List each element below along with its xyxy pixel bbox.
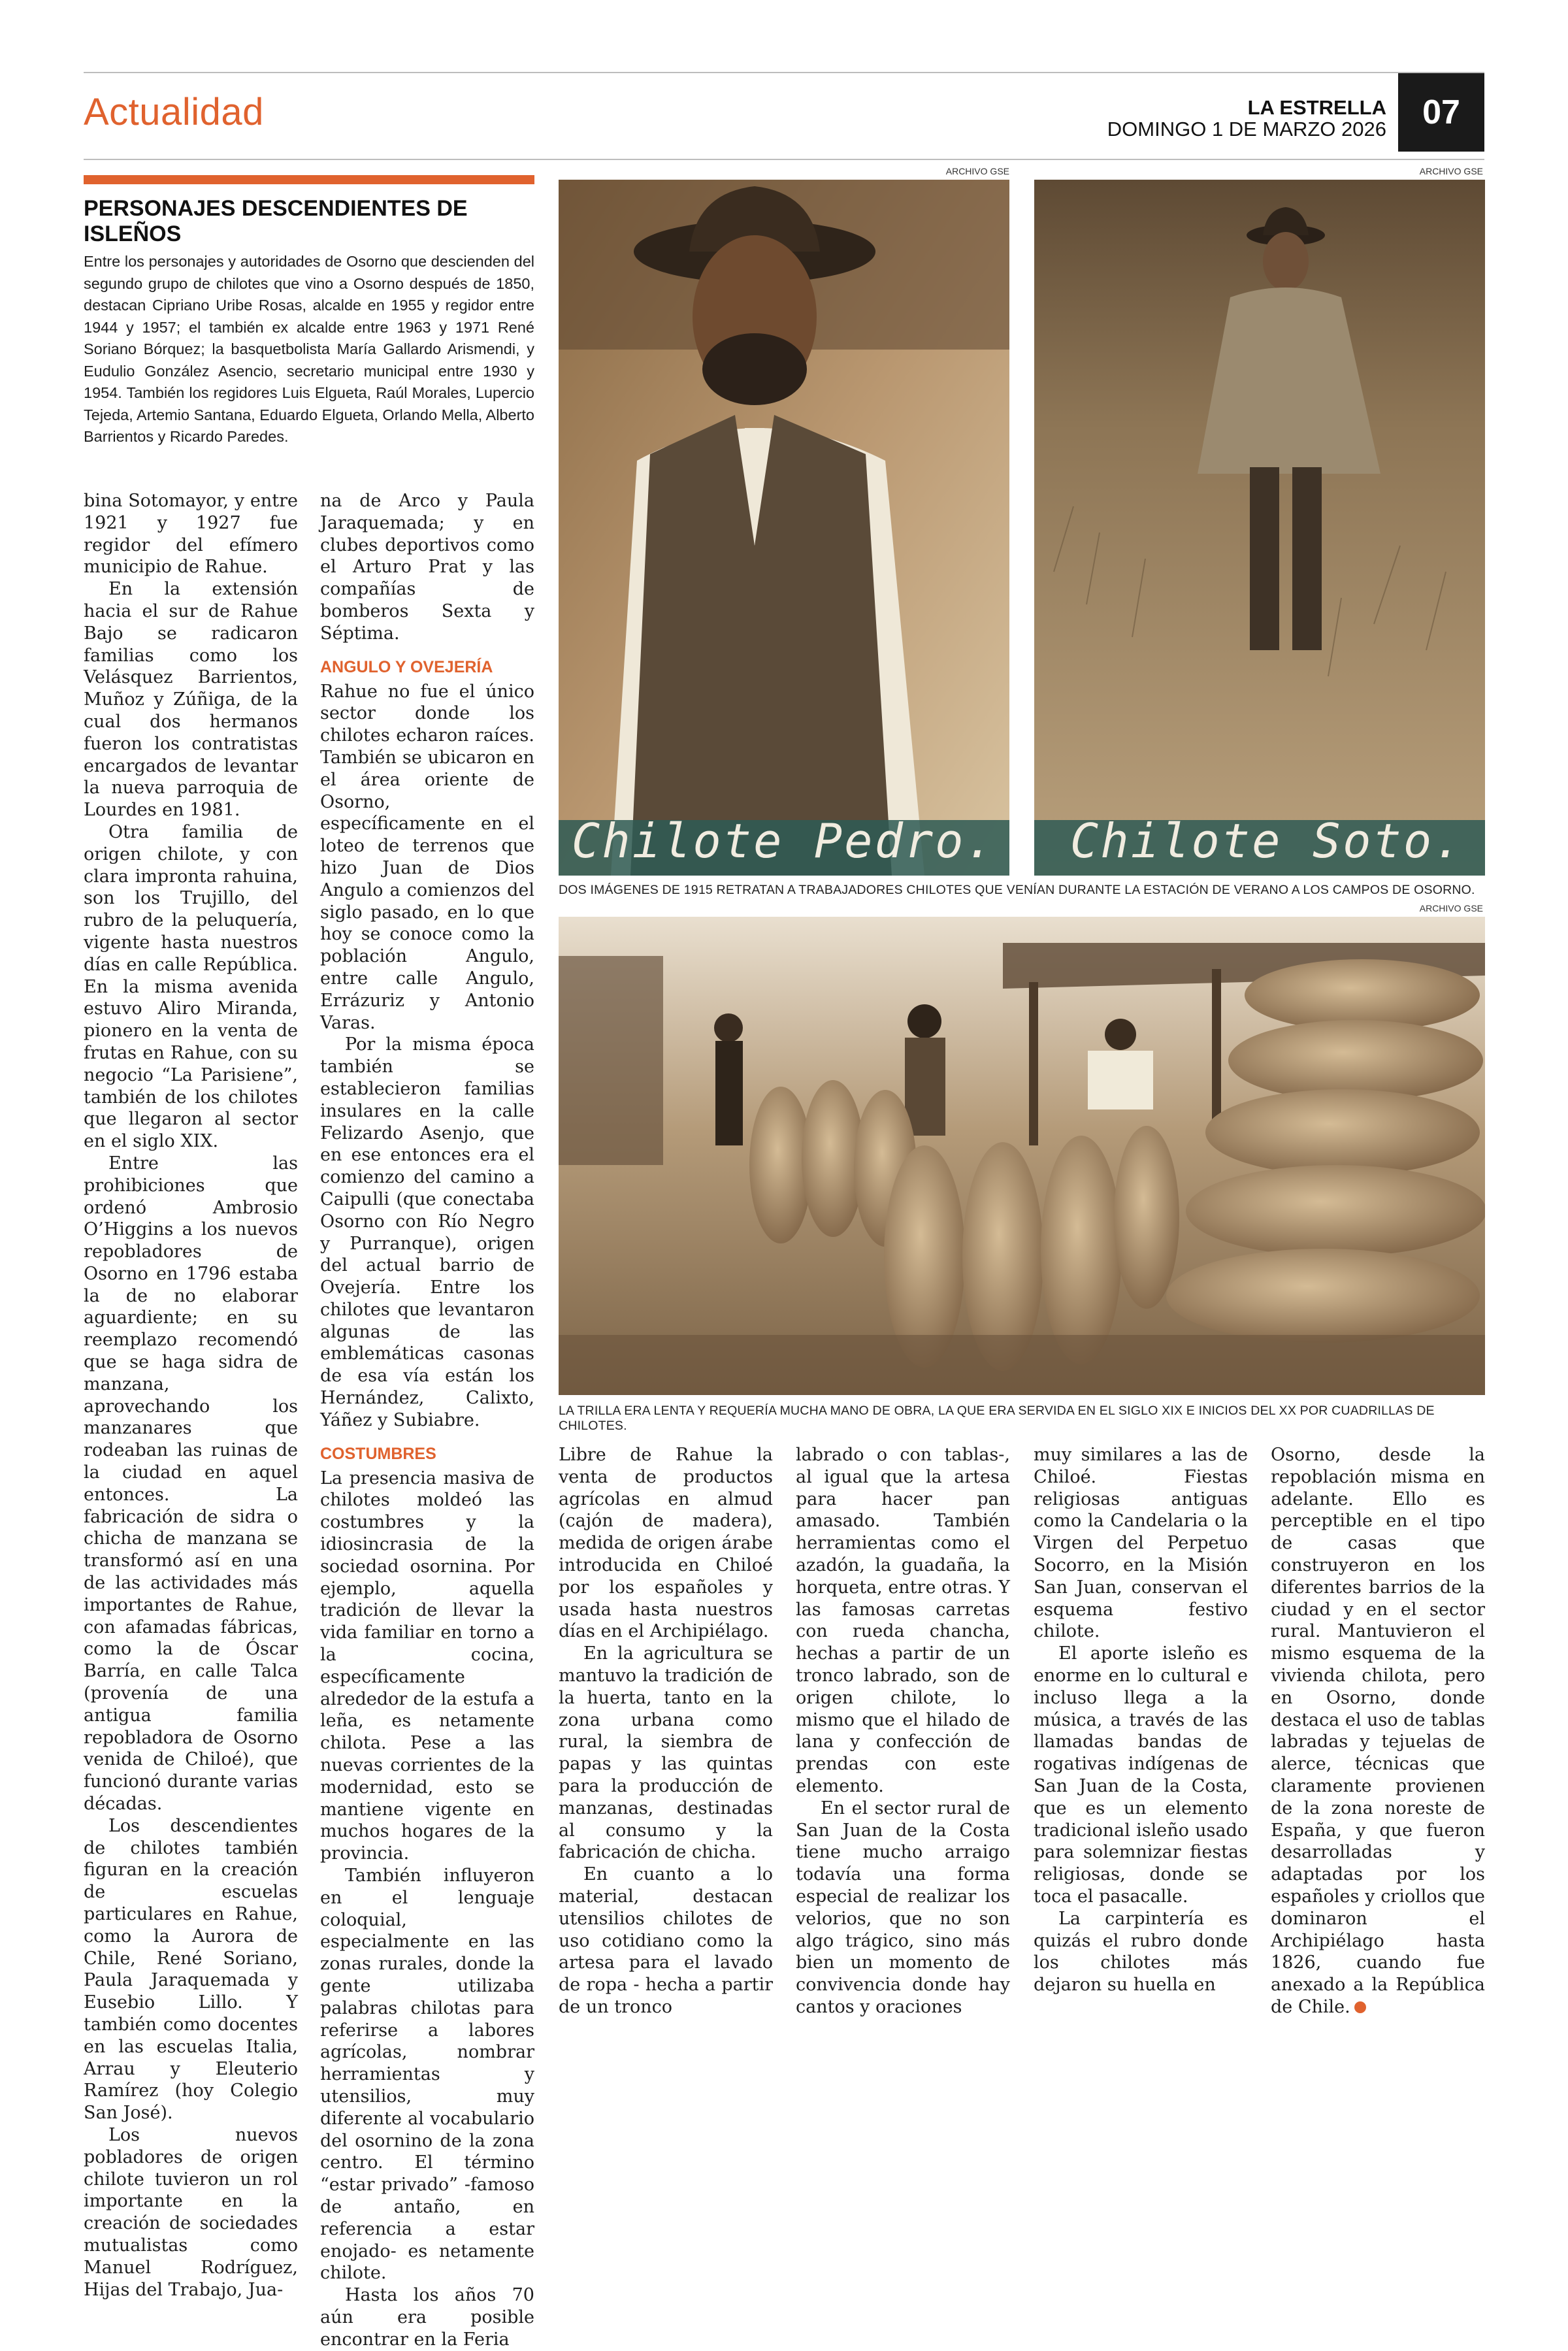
- paragraph: [1271, 1444, 1485, 2018]
- article-column-6: [1271, 1444, 1485, 2018]
- paragraph: Los descendientes de chilotes también figuran en la creación de escuelas particulares en Rahue, como la Aurora de Chile, René Soriano, Paula Jaraquemada y Eusebio Lillo. Y también como docentes en las escuelas Italia, Arrau y Eleuterio Ramírez (hoy Colegio San José).: [84, 1815, 298, 2124]
- caption-top-photos: DOS IMÁGENES DE 1915 RETRATAN A TRABAJADORES CHILOTES QUE VENÍAN DURANTE LA ESTACIÓN DE VERANO A LOS CAMPOS DE OSORNO.: [559, 883, 1475, 897]
- page-number: 07: [1398, 73, 1484, 152]
- subheading-costumbres: COSTUMBRES: [320, 1444, 436, 1463]
- article-column-1: [84, 490, 298, 2301]
- article-column-2: [320, 490, 534, 2351]
- photo1-label: Chilote Pedro.: [572, 814, 996, 868]
- paragraph-text: Osorno, desde la repoblación misma en adelante. Ello es perceptible en el tipo de casas que construyeron en los diferentes barrios de la ciudad y en el sector rural. Mantuvieron el mismo esquema de la vivienda chilota, pero en Osorno, donde destaca el uso de tablas labradas y tejuelas de alerce, técnicas que claramente provienen de la zona noreste de España, y que fueron desarrolladas y adaptadas por los españoles y criollos que dominaron el Archipiélago hasta 1826, cuando fue anexado a la República de Chile.: [1271, 1445, 1485, 2017]
- photo2-label: Chilote Soto.: [1070, 814, 1464, 868]
- paragraph: Por la misma época también se establecieron familias insulares en la calle Felizardo Asenjo, que en ese entonces era el comienzo del camino a Caipulli (que conectaba Osorno con Río Negro y Purranque), origen del actual barrio de Ovejería. Entre los chilotes que levantaron algunas de las emblemáticas casonas de esa vía están los Hernández, Calixto, Yáñez y Subiabre.: [320, 1034, 534, 1430]
- paragraph: Rahue no fue el único sector donde los chilotes echaron raíces. También se ubicaron en el área oriente de Osorno, específicamente en el loteo de terrenos que hizo Juan de Dios Angulo a comienzos del siglo pasado, en lo que hoy se conoce como la población Angulo, entre calle Angulo, Errázuriz y Antonio Varas.: [320, 681, 534, 1033]
- article-column-5: [1034, 1444, 1248, 1996]
- paragraph: Libre de Rahue la venta de productos agrícolas en almud (cajón de madera), medida de origen árabe introducida en Chiloé por los españoles y usada hasta nuestros días en el Archipiélago.: [559, 1445, 773, 1642]
- paragraph: En la agricultura se mantuvo la tradición de la huerta, tanto en la zona urbana como rural, la siembra de papas y las quintas para la producción de manzanas, destinadas al consumo y la fabricación de chicha.: [559, 1643, 773, 1863]
- top-rule: [84, 72, 1484, 73]
- photo-credit-2: ARCHIVO GSE: [1419, 166, 1483, 176]
- caption-bottom-photo: LA TRILLA ERA LENTA Y REQUERÍA MUCHA MANO DE OBRA, LA QUE ERA SERVIDA EN EL SIGLO XIX E INICIOS DEL XX POR CUADRILLAS DE CHILOTES.: [559, 1404, 1435, 1433]
- paragraph: muy similares a las de Chiloé. Fiestas religiosas antiguas como la Candelaria o la Virgen del Perpetuo Socorro, en la Misión San Juan, conservan el esquema festivo chilote.: [1034, 1445, 1248, 1642]
- article-column-4: [796, 1444, 1010, 2018]
- paragraph: En la extensión hacia el sur de Rahue Bajo se radicaron familias como los Velásquez Barrientos, Muñoz y Zúñiga, de la cual dos hermanos fueron los contratistas encargados de levantar la nueva parroquia de Lourdes en 1981.: [84, 579, 298, 821]
- sidebar-body: Entre los personajes y autoridades de Osorno que descienden del segundo grupo de chilotes que vino a Osorno después de 1850, destacan Cipriano Uribe Rosas, alcalde en 1955 y regidor entre 1944 y 1957; el también ex alcalde entre 1963 y 1971 René Soriano Bórquez; la basquetbolista María Gallardo Arismendi, y Eudulio González Asencio, secretario municipal entre 1930 y 1954. También los regidores Luis Elgueta, Raúl Morales, Lupercio Tejeda, Artemio Santana, Eduardo Elgueta, Orlando Mella, Alberto Barrientos y Ricardo Paredes.: [84, 253, 534, 445]
- photo-credit-1: ARCHIVO GSE: [945, 166, 1009, 176]
- paragraph: La carpintería es quizás el rubro donde los chilotes más dejaron su huella en: [1034, 1908, 1248, 1996]
- issue-date: DOMINGO 1 DE MARZO 2026: [1107, 118, 1386, 140]
- paragraph: Entre las prohibiciones que ordenó Ambrosio O’Higgins a los nuevos repobladores de Osorno en 1796 estaba la de no elaborar aguardiente; en su reemplazo recomendó que se haga sidra de manzana, aprovechando los manzanares que rodeaban las ruinas de la ciudad en aquel entonces. La fabricación de sidra o chicha de manzana se transformó así en una de las actividades más importantes de Rahue, con afamadas fábricas, como la de Óscar Barría, en calle Talca (provenía de una antigua familia repobladora de Osorno venida de Chiloé), que funcionó durante varias décadas.: [84, 1153, 298, 1815]
- photo-credit-3: ARCHIVO GSE: [1419, 903, 1483, 913]
- end-of-article-icon: [1354, 2001, 1366, 2013]
- article-column-3: [559, 1444, 773, 2018]
- sidebar-title: PERSONAJES DESCENDIENTES DE ISLEÑOS: [84, 196, 468, 246]
- paragraph: El aporte isleño es enorme en lo cultural e incluso llega a la música, a través de las llamadas bandas de rogativas indígenas de San Juan de la Costa, que es un elemento tradicional isleño usado para solemnizar fiestas religiosas, donde se toca el pasacalle.: [1034, 1643, 1248, 1907]
- subheading-angulo-ovejeria: ANGULO Y OVEJERÍA: [320, 657, 493, 676]
- section-title: Actualidad: [84, 91, 264, 133]
- newspaper-name: LA ESTRELLA: [1247, 96, 1386, 119]
- paragraph: na de Arco y Paula Jaraquemada; y en clubes deportivos como el Arturo Prat y las compañías de bomberos Sexta y Séptima.: [320, 491, 534, 644]
- photo-chilote-pedro: [559, 180, 1009, 876]
- masthead: [1107, 97, 1386, 140]
- paragraph: labrado o con tablas-, al igual que la artesa para hacer pan amasado. También herramientas como el azadón, la guadaña, la horqueta, entre otras. Y las famosas carretas con rueda chancha, hechas a partir de un tronco labrado, son de origen chilote, lo mismo que el hilado de lana y confección de prendas con este elemento.: [796, 1445, 1010, 1796]
- photo-chilote-soto: [1034, 180, 1485, 876]
- paragraph: En cuanto a lo material, destacan utensilios chilotes de uso cotidiano como la artesa para el lavado de ropa - hecha a partir de un tronco: [559, 1864, 773, 2017]
- paragraph: En el sector rural de San Juan de la Costa tiene mucho arraigo todavía una forma especial de realizar los velorios, que no son algo trágico, sino más bien un momento de convivencia donde hay cantos y oraciones: [796, 1798, 1010, 2017]
- paragraph: También influyeron en el lenguaje coloquial, especialmente en las zonas rurales, donde la gente utilizaba palabras chilotas para referirse a labores agrícolas, nombrar herramientas y utensilios, muy diferente al vocabulario del osornino de la zona centro. El término “estar privado” -famoso de antaño, en referencia a estar enojado- es netamente chilote.: [320, 1866, 534, 2284]
- paragraph: Los nuevos pobladores de origen chilote tuvieron un rol importante en la creación de sociedades mutualistas como Manuel Rodríguez, Hijas del Trabajo, Jua-: [84, 2124, 298, 2300]
- sidebar-accent-bar: [84, 175, 534, 184]
- paragraph: bina Sotomayor, y entre 1921 y 1927 fue regidor del efímero municipio de Rahue.: [84, 491, 298, 578]
- paragraph: Hasta los años 70 aún era posible encontrar en la Feria: [320, 2285, 534, 2350]
- header-rule: [84, 159, 1484, 160]
- paragraph: Otra familia de origen chilote, y con clara impronta rahuina, son los Trujillo, del rubro de la peluquería, vigente hasta nuestros días en calle República. En la misma avenida estuvo Aliro Miranda, pionero en la venta de frutas en Rahue, con su negocio “La Parisiene”, también de los chilotes que llegaron al sector en el siglo XIX.: [84, 821, 298, 1152]
- paragraph: La presencia masiva de chilotes moldeó las costumbres y la idiosincrasia de la sociedad osornina. Por ejemplo, aquella tradición de llevar la vida familiar en torno a la cocina, específicamente alrededor de la estufa a leña, es netamente chilota. Pese a las nuevas corrientes de la modernidad, esto se mantiene vigente en muchos hogares de la provincia.: [320, 1468, 534, 1864]
- photo-threshing: [559, 917, 1485, 1395]
